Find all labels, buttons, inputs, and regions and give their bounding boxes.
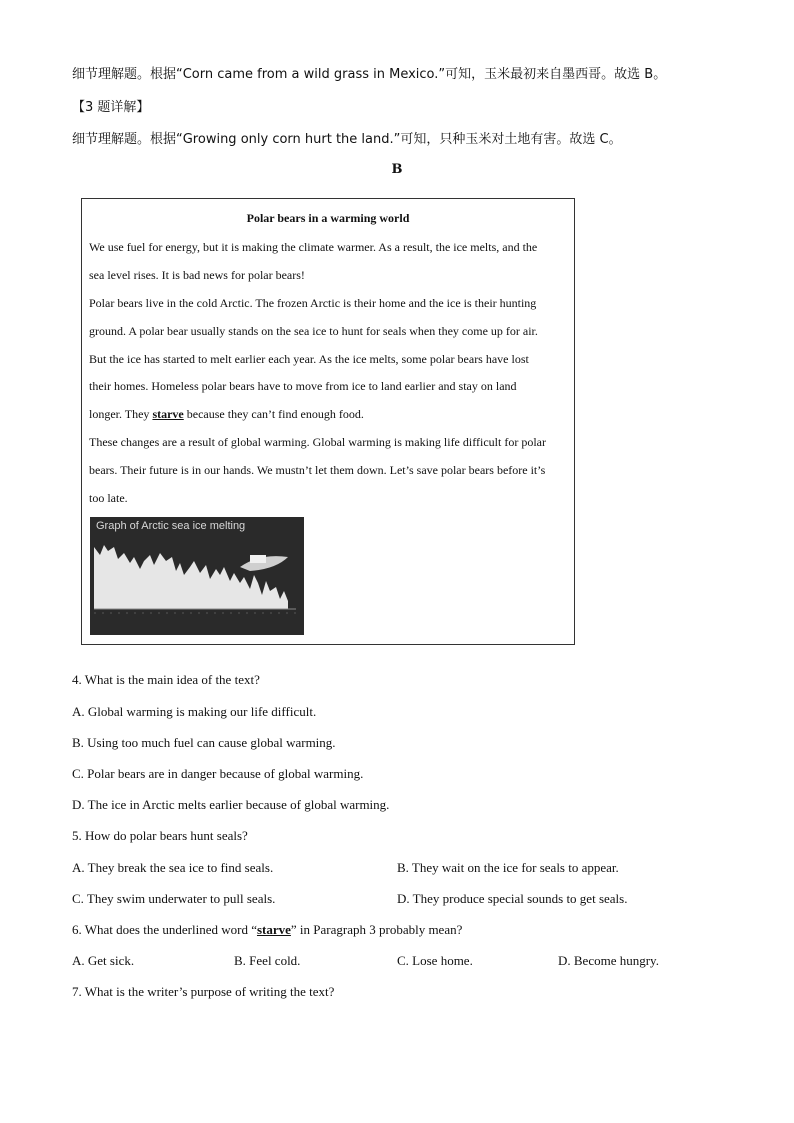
- passage-line: These changes are a result of global warming. Global warming is making life difficult for polar: [89, 435, 546, 449]
- graph-title: Graph of Arctic sea ice melting: [96, 520, 246, 532]
- passage-line: But the ice has started to melt earlier each year. As the ice melts, some polar bears have lost: [89, 352, 529, 366]
- question-6: [72, 922, 462, 938]
- option-5a: A. They break the sea ice to find seals.: [72, 860, 274, 875]
- passage-box: [81, 198, 575, 645]
- underlined-word-starve: starve: [256, 922, 291, 937]
- option-4d: D. The ice in Arctic melts earlier because of global warming.: [72, 797, 390, 812]
- option-4b: B. Using too much fuel can cause global warming.: [72, 735, 336, 750]
- option-5b: B. They wait on the ice for seals to appear.: [397, 860, 619, 875]
- underlined-word-starve: starve: [152, 407, 184, 421]
- question-5: 5. How do polar bears hunt seals?: [72, 828, 248, 843]
- passage-line: Polar bears live in the cold Arctic. The frozen Arctic is their home and the ice is their hunting: [89, 296, 537, 310]
- option-6d: D. Become hungry.: [558, 953, 659, 968]
- explanation-q3: 细节理解题。根据“Growing only corn hurt the land.”可知，只种玉米对土地有害。故选 C。: [72, 132, 622, 147]
- passage-text: longer. They: [89, 407, 153, 421]
- passage-title: Polar bears in a warming world: [246, 211, 410, 225]
- question-7: 7. What is the writer’s purpose of writing the text?: [72, 984, 335, 999]
- option-6c: C. Lose home.: [397, 953, 473, 968]
- explanation-heading-q3: 【3 题详解】: [72, 100, 150, 115]
- passage-line: bears. Their future is in our hands. We mustn’t let them down. Let’s save polar bears before it’s: [89, 463, 546, 477]
- passage-line: sea level rises. It is bad news for polar bears!: [89, 268, 305, 282]
- passage-line-starve: [89, 407, 364, 422]
- passage-line: ground. A polar bear usually stands on the sea ice to hunt for seals when they come up for air.: [89, 324, 538, 338]
- option-5c: C. They swim underwater to pull seals.: [72, 891, 276, 906]
- option-4c: C. Polar bears are in danger because of global warming.: [72, 766, 364, 781]
- question-6-text: 6. What does the underlined word “: [72, 922, 257, 937]
- ice-melting-graph: [90, 517, 304, 635]
- option-6a: A. Get sick.: [72, 953, 135, 968]
- arctic-ice-graph-image: [90, 517, 304, 635]
- option-6b: B. Feel cold.: [234, 953, 301, 968]
- passage-line: too late.: [89, 491, 128, 505]
- passage-text: because they can’t find enough food.: [183, 407, 364, 421]
- option-4a: A. Global warming is making our life difficult.: [72, 704, 317, 719]
- option-5d: D. They produce special sounds to get seals.: [397, 891, 628, 906]
- section-letter: B: [391, 162, 403, 177]
- passage-line: We use fuel for energy, but it is making the climate warmer. As a result, the ice melts, and the: [89, 240, 538, 254]
- passage-line: their homes. Homeless polar bears have to move from ice to land earlier and stay on land: [89, 379, 517, 393]
- explanation-q2: 细节理解题。根据“Corn came from a wild grass in Mexico.”可知，玉米最初来自墨西哥。故选 B。: [72, 67, 667, 82]
- question-6-text: ” in Paragraph 3 probably mean?: [290, 922, 463, 937]
- question-4: 4. What is the main idea of the text?: [72, 672, 260, 687]
